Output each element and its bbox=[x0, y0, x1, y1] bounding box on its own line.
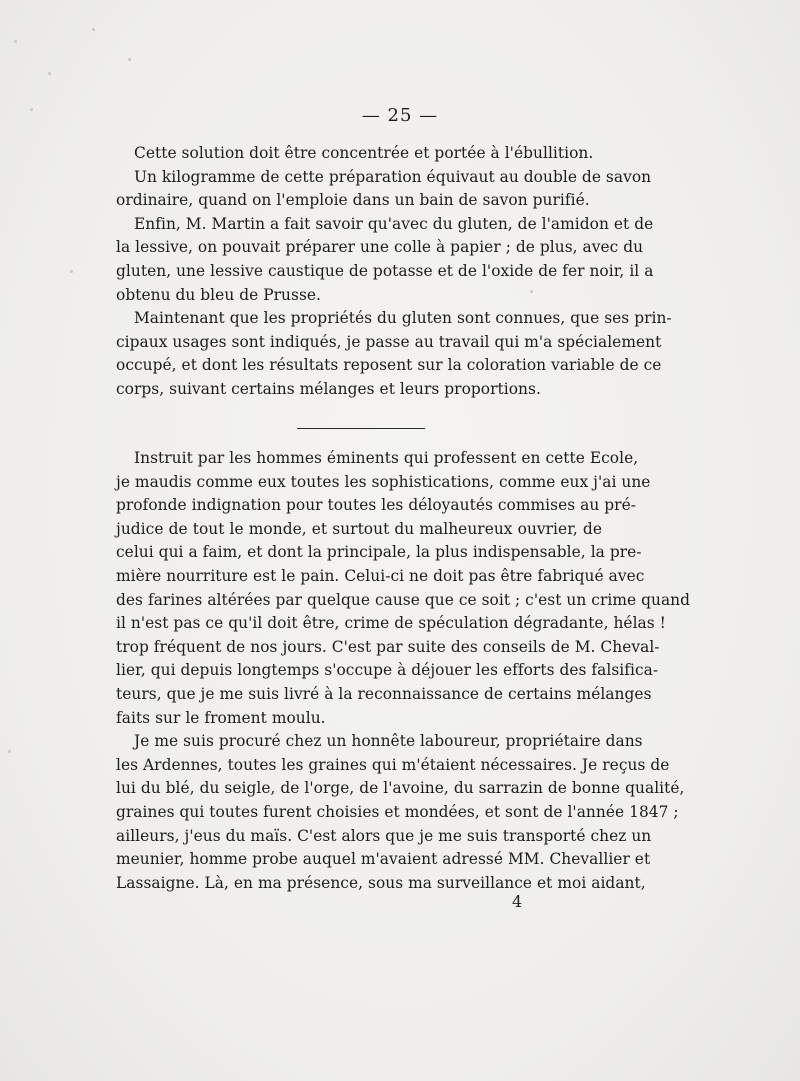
text-line: Maintenant que les propriétés du gluten sont connues, que ses prin- bbox=[134, 309, 672, 328]
text-line: des farines altérées par quelque cause que ce soit ; c'est un crime quand bbox=[116, 590, 691, 609]
text-line: lier, qui depuis longtemps s'occupe à déjouer les efforts des falsifica- bbox=[116, 661, 659, 680]
text-line: profonde indignation pour toutes les déloyautés commises au pré- bbox=[116, 496, 636, 515]
text-line: les Ardennes, toutes les graines qui m'étaient nécessaires. Je reçus de bbox=[116, 755, 670, 774]
text-line: Lassaigne. Là, en ma présence, sous ma surveillance et moi aidant, bbox=[116, 873, 646, 892]
text-line: faits sur le froment moulu. bbox=[116, 708, 326, 727]
text-block-top bbox=[116, 142, 672, 402]
text-line: obtenu du bleu de Prusse. bbox=[116, 285, 321, 304]
text-line: Enfin, M. Martin a fait savoir qu'avec du gluten, de l'amidon et de bbox=[134, 214, 654, 233]
text-line: cipaux usages sont indiqués, je passe au travail qui m'a spécialement bbox=[116, 332, 662, 351]
text-line: Je me suis procuré chez un honnête laboureur, propriétaire dans bbox=[134, 732, 643, 751]
text-line: judice de tout le monde, et surtout du malheureux ouvrier, de bbox=[116, 519, 602, 538]
text-line: il n'est pas ce qu'il doit être, crime de spéculation dégradante, hélas ! bbox=[116, 614, 666, 633]
text-block-bottom bbox=[116, 447, 691, 895]
text-line: gluten, une lessive caustique de potasse et de l'oxide de fer noir, il a bbox=[116, 261, 654, 280]
text-line: je maudis comme eux toutes les sophistications, comme eux j'ai une bbox=[116, 472, 651, 491]
paper-speck bbox=[14, 40, 17, 43]
paper-speck bbox=[8, 750, 11, 753]
text-line: ordinaire, quand on l'emploie dans un bain de savon purifié. bbox=[116, 191, 590, 210]
text-line: la lessive, on pouvait préparer une colle à papier ; de plus, avec du bbox=[116, 238, 644, 257]
text-line: ailleurs, j'eus du maïs. C'est alors que je me suis transporté chez un bbox=[116, 826, 652, 845]
text-line: Cette solution doit être concentrée et portée à l'ébullition. bbox=[134, 144, 594, 162]
text-line: Instruit par les hommes éminents qui professent en cette Ecole, bbox=[134, 449, 639, 467]
text-line: occupé, et dont les résultats reposent sur la coloration variable de ce bbox=[116, 356, 662, 375]
text-line: celui qui a faim, et dont la principale, la plus indispensable, la pre- bbox=[116, 543, 642, 562]
text-line: teurs, que je me suis livré à la reconnaissance de certains mélanges bbox=[116, 684, 652, 703]
page-number-header: — 25 — bbox=[361, 105, 439, 126]
paper-speck bbox=[128, 58, 131, 61]
text-line: trop fréquent de nos jours. C'est par suite des conseils de M. Cheval- bbox=[116, 637, 660, 656]
paper-speck bbox=[92, 28, 95, 31]
signature-mark: 4 bbox=[512, 892, 523, 911]
text-line: meunier, homme probe auquel m'avaient adressé MM. Chevallier et bbox=[116, 850, 651, 869]
paper-speck bbox=[70, 270, 73, 273]
text-line: lui du blé, du seigle, de l'orge, de l'avoine, du sarrazin de bonne qualité, bbox=[116, 779, 685, 798]
section-separator bbox=[297, 428, 425, 429]
text-line: graines qui toutes furent choisies et mondées, et sont de l'année 1847 ; bbox=[116, 802, 679, 821]
text-line: corps, suivant certains mélanges et leurs proportions. bbox=[116, 379, 541, 398]
text-line: mière nourriture est le pain. Celui-ci ne doit pas être fabriqué avec bbox=[116, 566, 645, 585]
text-line: Un kilogramme de cette préparation équivaut au double de savon bbox=[134, 167, 652, 186]
paper-speck bbox=[48, 72, 51, 75]
